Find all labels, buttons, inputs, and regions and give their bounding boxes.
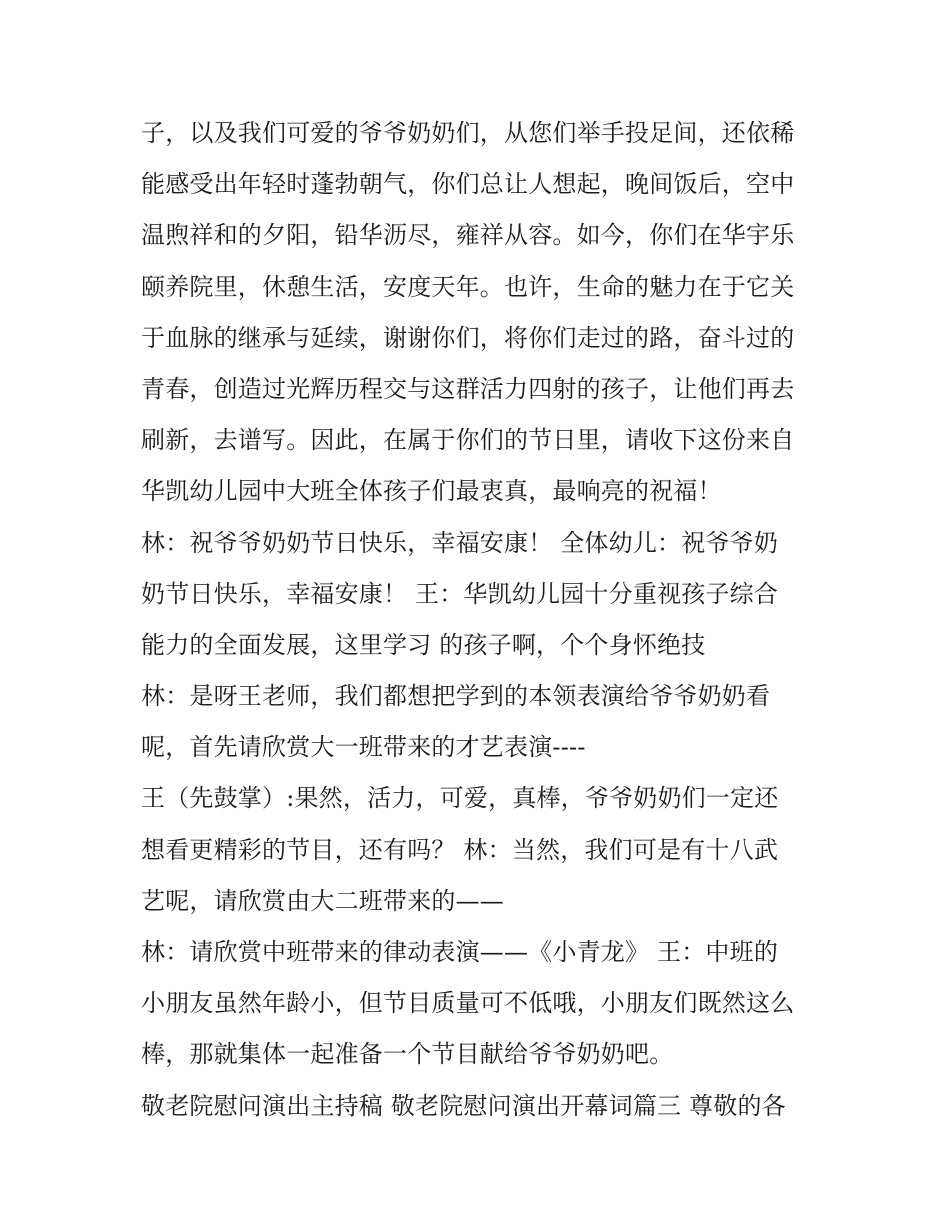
text-line: 林：是呀王老师，我们都想把学到的本领表演给爷爷奶奶看: [141, 682, 771, 711]
text-line: 能力的全面发展，这里学习 的孩子啊，个个身怀绝技: [141, 630, 706, 659]
text-line: 王（先鼓掌）:果然，活力，可爱，真棒，爷爷奶奶们一定还: [141, 784, 779, 813]
text-line: 子，以及我们可爱的爷爷奶奶们，从您们举手投足间，还依稀: [141, 119, 795, 147]
text-line: 林：请欣赏中班带来的律动表演——《小青龙》 王：中班的: [141, 938, 779, 966]
text-line: 温煦祥和的夕阳，铅华沥尽，雍祥从容。如今，你们在华宇乐: [141, 221, 795, 250]
text-line: 能感受出年轻时蓬勃朝气，你们总让人想起，晚间饭后，空中: [141, 170, 795, 199]
text-line: 想看更精彩的节目，还有吗？ 林：当然，我们可是有十八武: [141, 835, 779, 864]
text-line: 刷新，去谱写。因此，在属于你们的节日里，请收下这份来自: [141, 426, 795, 455]
text-line: 敬老院慰问演出主持稿 敬老院慰问演出开幕词篇三 尊敬的各: [141, 1091, 786, 1120]
text-line: 小朋友虽然年龄小，但节目质量可不低哦，小朋友们既然这么: [141, 989, 795, 1018]
text-line: 林：祝爷爷奶奶节日快乐，幸福安康！ 全体幼儿：祝爷爷奶: [141, 528, 779, 557]
text-line: 棒，那就集体一起准备一个节目献给爷爷奶奶吧。: [141, 1040, 674, 1069]
text-line: 奶节日快乐，幸福安康！ 王：华凯幼儿园十分重视孩子综合: [141, 579, 779, 608]
text-line: 颐养院里，休憩生活，安度天年。也许，生命的魅力在于它关: [141, 272, 795, 301]
text-line: 呢，首先请欣赏大一班带来的才艺表演----: [141, 733, 586, 762]
text-line: 华凯幼儿园中大班全体孩子们最衷真，最响亮的祝福！: [141, 477, 722, 506]
text-line: 于血脉的继承与延续，谢谢你们，将你们走过的路，奋斗过的: [141, 323, 795, 352]
text-line: 艺呢，请欣赏由大二班带来的——: [141, 886, 504, 915]
body-text: [141, 108, 821, 1132]
text-line: 青春，创造过光辉历程交与这群活力四射的孩子，让他们再去: [141, 374, 795, 403]
